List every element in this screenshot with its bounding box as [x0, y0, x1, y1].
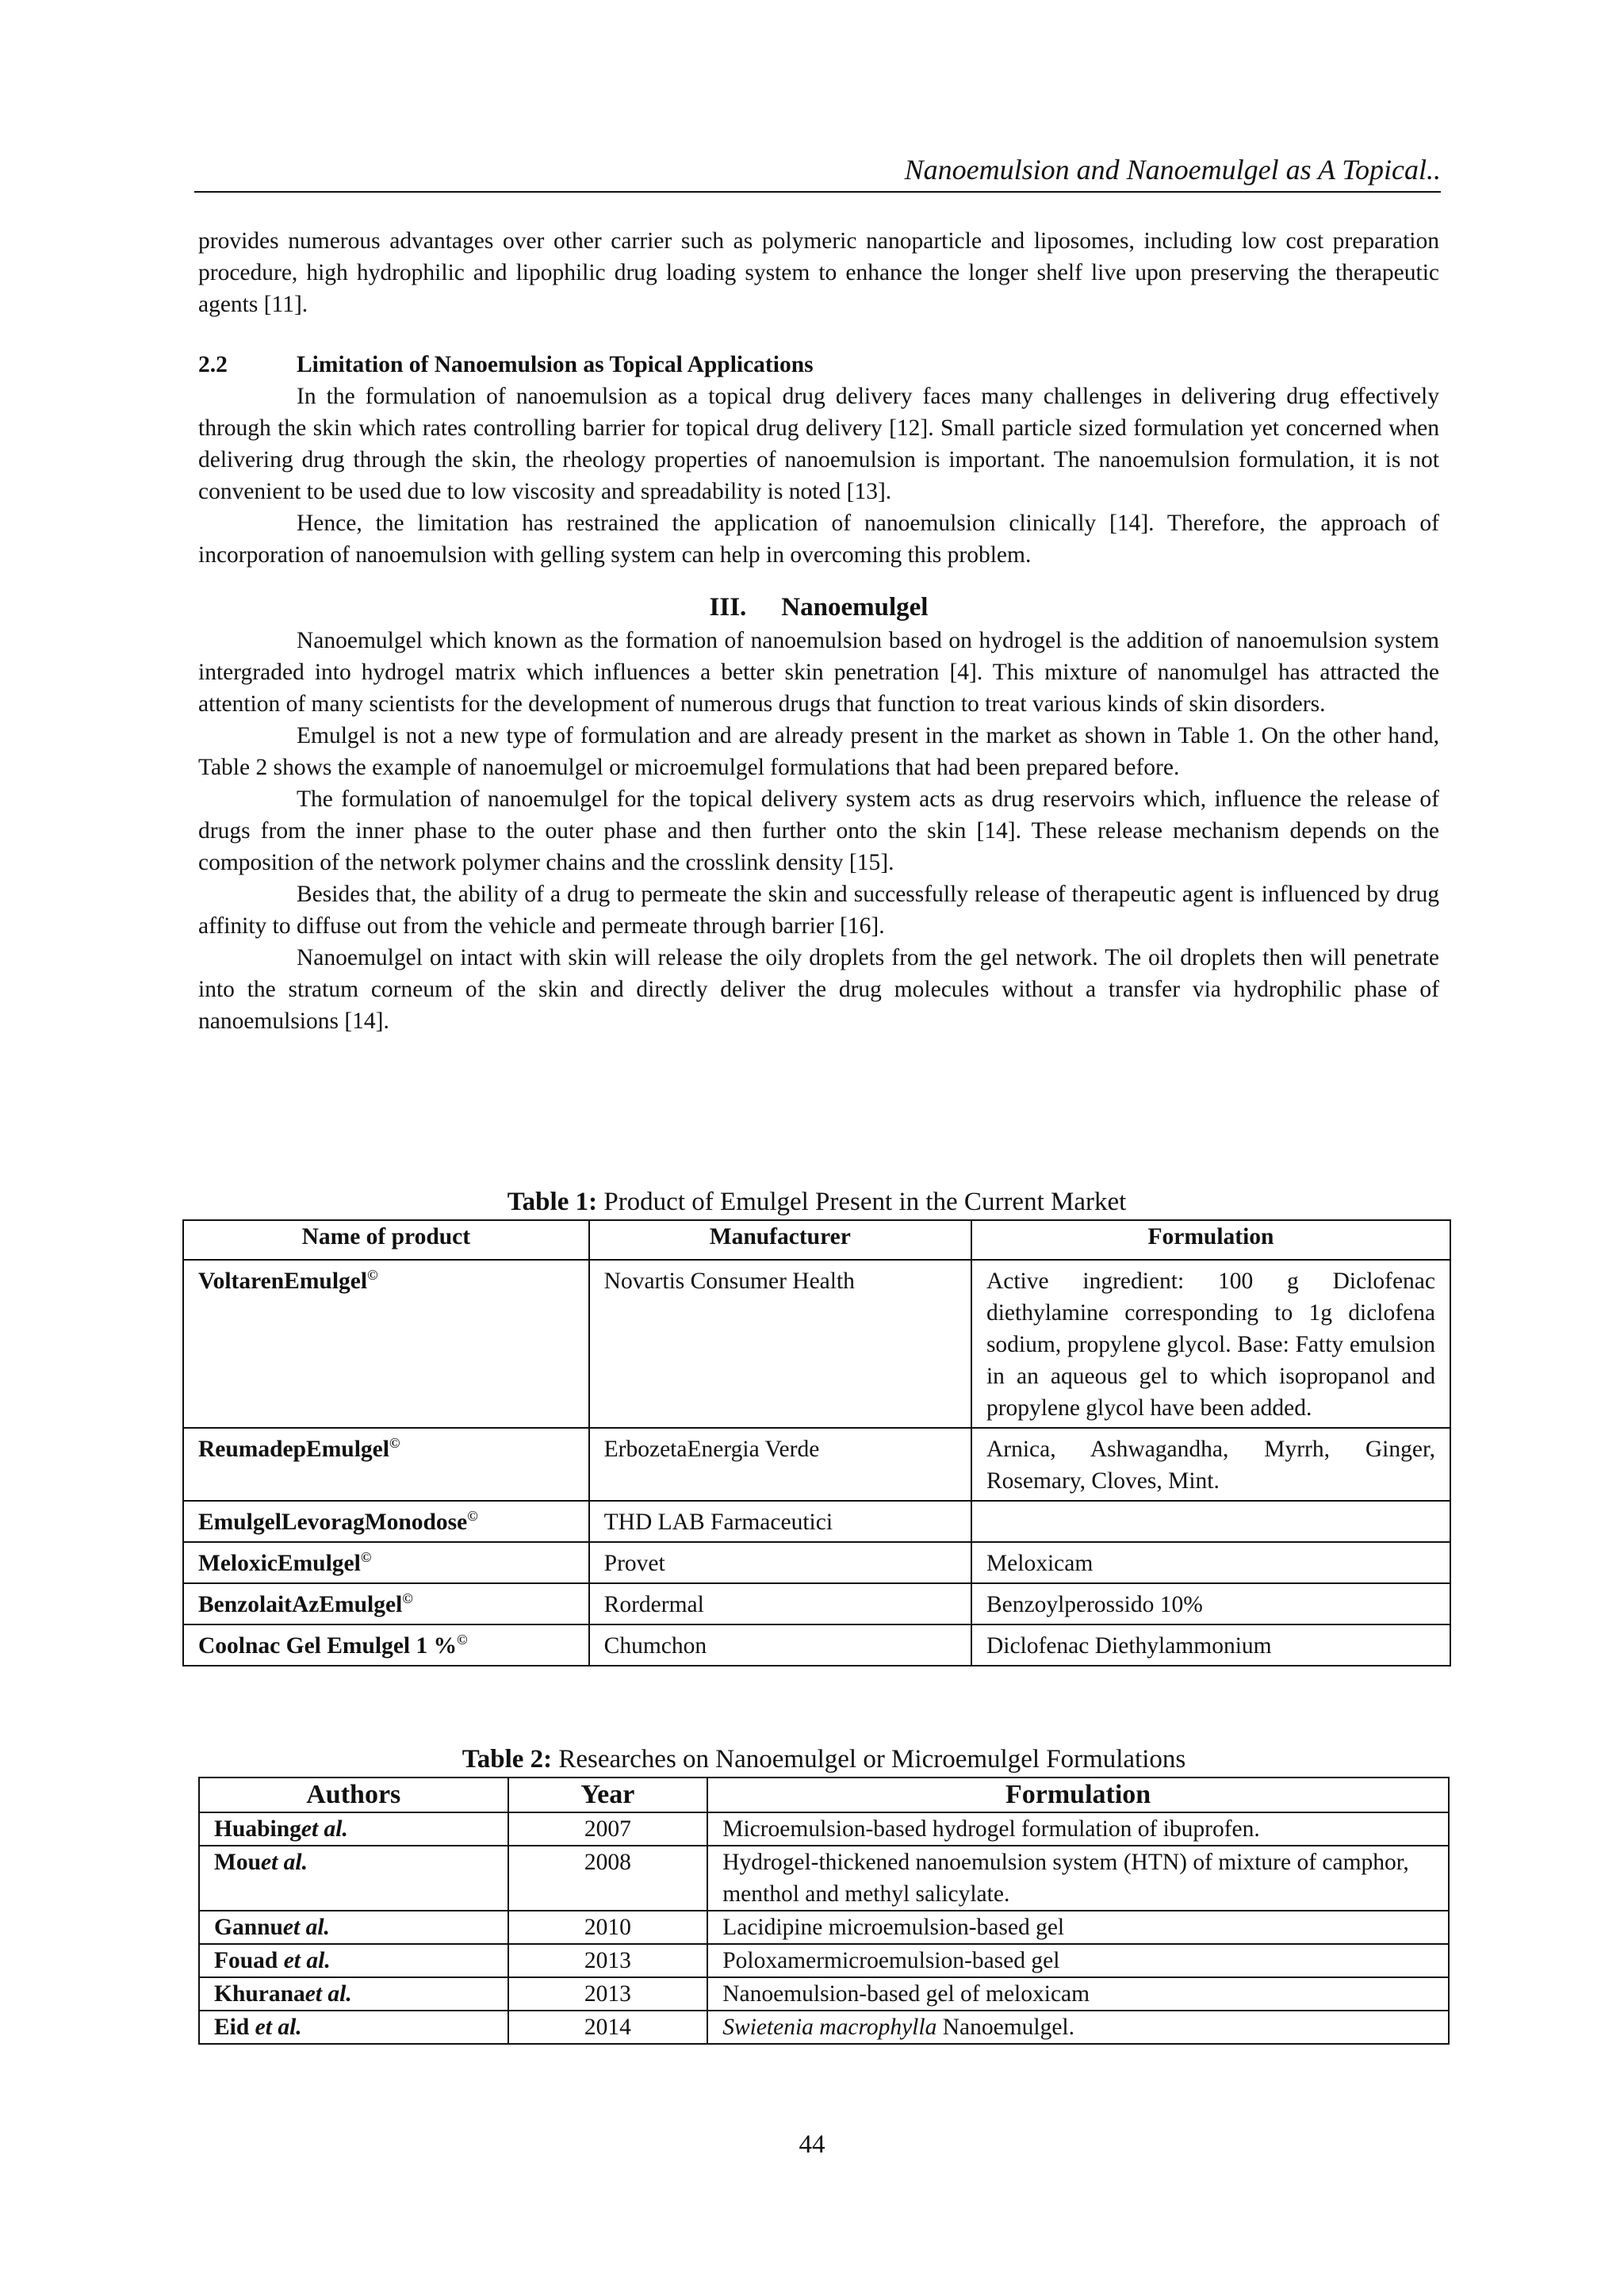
table-row: [199, 1944, 1449, 1977]
table-row: [183, 1542, 1450, 1583]
header-rule: [194, 191, 1441, 193]
formulation-cell: [971, 1501, 1450, 1542]
formulation-cell: Benzoylperossido 10%: [971, 1583, 1450, 1624]
table-header-row: [183, 1220, 1450, 1260]
page-number: 44: [799, 2130, 825, 2159]
author-cell: Eid et al.: [199, 2011, 508, 2044]
table1-caption: [182, 1186, 1451, 1218]
column-header: Formulation: [707, 1777, 1449, 1812]
formulation-cell: Diclofenac Diethylammonium: [971, 1624, 1450, 1666]
paragraph: Emulgel is not a new type of formulation and are already present in the market as shown in Table 1. On the other hand, Table 2 shows the example of nanoemulgel or microemulgel formulations that had been prepared before.: [198, 723, 1439, 780]
table-row: [199, 1911, 1449, 1944]
section-heading-3: [198, 590, 1439, 625]
manufacturer-cell: THD LAB Farmaceutici: [589, 1501, 971, 1542]
paragraph: Besides that, the ability of a drug to permeate the skin and successfully release of therapeutic agent is influenced by drug affinity to diffuse out from the vehicle and permeate through barrier [16].: [198, 882, 1439, 939]
manufacturer-cell: Novartis Consumer Health: [589, 1260, 971, 1428]
body-text: [198, 225, 1439, 1037]
formulation-cell: Arnica, Ashwagandha, Myrrh, Ginger, Rosemary, Cloves, Mint.: [971, 1428, 1450, 1501]
paragraph: Nanoemulgel which known as the formation of nanoemulsion based on hydrogel is the addition of nanoemulsion system intergraded into hydrogel matrix which influences a better skin penetration [4]. This mixture of nanomulgel has attracted the attention of many scientists for the development of numerous drugs that function to treat various kinds of skin disorders.: [198, 628, 1439, 717]
table-row: [199, 1977, 1449, 2011]
year-cell: 2008: [508, 1846, 708, 1911]
table-row: [183, 1624, 1450, 1666]
column-header: Formulation: [971, 1220, 1450, 1260]
year-cell: 2013: [508, 1977, 708, 2011]
table2: [198, 1777, 1450, 2045]
formulation-cell: Active ingredient: 100 g Diclofenac diethylamine corresponding to 1g diclofena sodium, propylene glycol. Base: Fatty emulsion in an aqueous gel to which isopropanol and propylene glycol have been added.: [971, 1260, 1450, 1428]
manufacturer-cell: Rordermal: [589, 1583, 971, 1624]
author-cell: Gannuet al.: [199, 1911, 508, 1944]
author-cell: Fouad et al.: [199, 1944, 508, 1977]
table2-caption: [198, 1743, 1450, 1775]
paragraph: In the formulation of nanoemulsion as a topical drug delivery faces many challenges in delivering drug effectively through the skin which rates controlling barrier for topical drug delivery [12]. Small particle sized formulation yet concerned when delivering drug through the skin, the rheology properties of nanoemulsion is important. The nanoemulsion formulation, it is not convenient to be used due to low viscosity and spreadability is noted [13].: [198, 384, 1439, 504]
paragraph: The formulation of nanoemulgel for the topical delivery system acts as drug reservoirs which, influence the release of drugs from the inner phase to the outer phase and then further onto the skin [14]. These release mechanism depends on the composition of the network polymer chains and the crosslink density [15].: [198, 786, 1439, 875]
section-number: 2.2: [198, 352, 228, 377]
author-cell: Huabinget al.: [199, 1812, 508, 1846]
formulation-cell: Nanoemulsion-based gel of meloxicam: [707, 1977, 1449, 2011]
author-cell: Khuranaet al.: [199, 1977, 508, 2011]
formulation-cell: Meloxicam: [971, 1542, 1450, 1583]
formulation-cell: Lacidipine microemulsion-based gel: [707, 1911, 1449, 1944]
intro-paragraph: provides numerous advantages over other carrier such as polymeric nanoparticle and liposomes, including low cost preparation procedure, high hydrophilic and lipophilic drug loading system to enhance the longer shelf live upon preserving the therapeutic agents [11].: [198, 228, 1439, 317]
product-name-cell: Coolnac Gel Emulgel 1 %©: [183, 1624, 589, 1666]
author-cell: Mouet al.: [199, 1846, 508, 1911]
section-number: III.: [709, 593, 747, 622]
table1-caption-text: Product of Emulgel Present in the Current Market: [597, 1188, 1127, 1216]
table-row: [199, 1812, 1449, 1846]
product-name-cell: BenzolaitAzEmulgel©: [183, 1583, 589, 1624]
column-header: Year: [508, 1777, 708, 1812]
table-header-row: [199, 1777, 1449, 1812]
table2-caption-text: Researches on Nanoemulgel or Microemulgel Formulations: [552, 1745, 1186, 1774]
column-header: Authors: [199, 1777, 508, 1812]
column-header: Manufacturer: [589, 1220, 971, 1260]
table-row: [183, 1428, 1450, 1501]
formulation-cell: Hydrogel-thickened nanoemulsion system (HTN) of mixture of camphor, menthol and methyl salicylate.: [707, 1846, 1449, 1911]
table-row: [183, 1501, 1450, 1542]
running-header: Nanoemulsion and Nanoemulgel as A Topical..: [904, 154, 1441, 186]
formulation-cell: Swietenia macrophylla Nanoemulgel.: [707, 2011, 1449, 2044]
section-title: Limitation of Nanoemulsion as Topical Applications: [297, 352, 814, 377]
product-name-cell: MeloxicEmulgel©: [183, 1542, 589, 1583]
manufacturer-cell: Provet: [589, 1542, 971, 1583]
year-cell: 2014: [508, 2011, 708, 2044]
product-name-cell: EmulgelLevoragMonodose©: [183, 1501, 589, 1542]
section-title: Nanoemulgel: [781, 593, 929, 622]
column-header: Name of product: [183, 1220, 589, 1260]
product-name-cell: VoltarenEmulgel©: [183, 1260, 589, 1428]
table1-caption-label: Table 1:: [507, 1188, 598, 1216]
table-row: [183, 1260, 1450, 1428]
table-row: [199, 1846, 1449, 1911]
year-cell: 2013: [508, 1944, 708, 1977]
paragraph: Hence, the limitation has restrained the application of nanoemulsion clinically [14]. Therefore, the approach of incorporation of nanoemulsion with gelling system can help in overcoming this problem.: [198, 511, 1439, 568]
year-cell: 2007: [508, 1812, 708, 1846]
table-row: [183, 1583, 1450, 1624]
manufacturer-cell: Chumchon: [589, 1624, 971, 1666]
year-cell: 2010: [508, 1911, 708, 1944]
product-name-cell: ReumadepEmulgel©: [183, 1428, 589, 1501]
paragraph: Nanoemulgel on intact with skin will release the oily droplets from the gel network. The oil droplets then will penetrate into the stratum corneum of the skin and directly deliver the drug molecules without a transfer via hydrophilic phase of nanoemulsions [14].: [198, 945, 1439, 1034]
formulation-cell: Microemulsion-based hydrogel formulation of ibuprofen.: [707, 1812, 1449, 1846]
table-row: [199, 2011, 1449, 2044]
table1: [182, 1219, 1451, 1667]
manufacturer-cell: ErbozetaEnergia Verde: [589, 1428, 971, 1501]
section-heading-2-2: [198, 349, 1439, 381]
table2-caption-label: Table 2:: [462, 1745, 553, 1774]
formulation-cell: Poloxamermicroemulsion-based gel: [707, 1944, 1449, 1977]
